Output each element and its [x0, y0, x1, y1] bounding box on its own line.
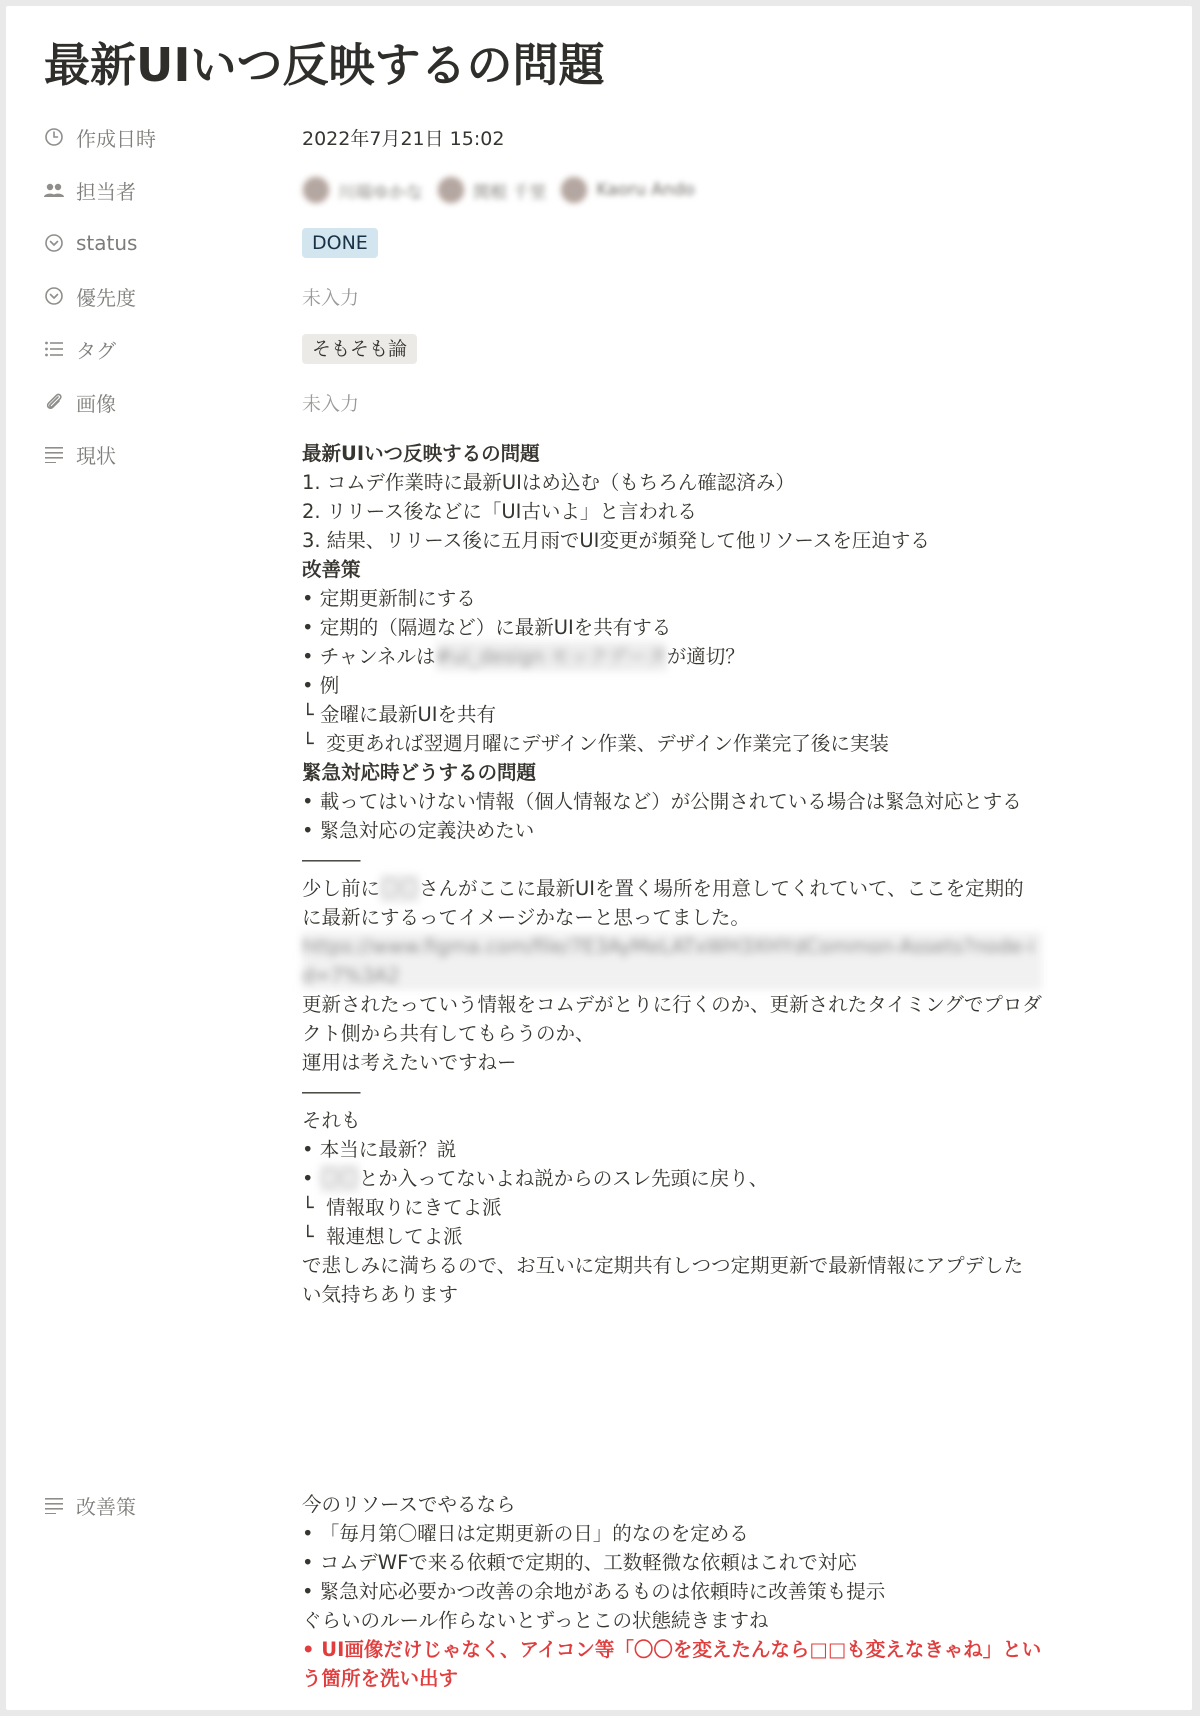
property-label-status[interactable]: [42, 226, 302, 260]
text-line: • コムデWFで来る依頼で定期的、工数軽微な依頼はこれで対応: [302, 1551, 857, 1574]
redacted-name: 〇〇: [380, 874, 419, 903]
text-line: • 本当に最新？説: [302, 1138, 457, 1161]
avatar: [437, 176, 465, 204]
text-paragraph: 更新されたっていう情報をコムデがとりに行くのか、更新されたタイミングでプロダクト側から共有してもらうのか、: [302, 993, 1042, 1045]
property-improvement: [42, 1488, 1182, 1693]
assignee-person[interactable]: 川端ゆかな: [302, 176, 423, 204]
redacted-channel: #ui_design モックデータ: [436, 642, 667, 671]
text-line: • 載ってはいけない情報（個人情報など）が公開されている場合は緊急対応とする: [302, 790, 1022, 813]
text-fragment: さんがここに最新UIを置く場所を用意してくれていて、ここを定期的に最新にするってイメージかなーと思ってました。: [302, 877, 1024, 929]
property-priority: [42, 279, 1182, 313]
property-label-status-text[interactable]: [42, 437, 302, 471]
text-line: • 例: [302, 674, 340, 697]
text-fragment: が適切？: [666, 645, 745, 668]
text-line: └ 情報取りにきてよ派: [302, 1196, 502, 1219]
property-image: [42, 385, 1182, 419]
property-label-assignee[interactable]: [42, 173, 302, 207]
text-line: ぐらいのルール作らないとずっとこの状態続きますね: [302, 1609, 769, 1632]
text-heading: 緊急対応時どうするの問題: [302, 761, 537, 784]
property-status-text: [42, 437, 1182, 1309]
property-label-image[interactable]: [42, 385, 302, 419]
text-line: • 「毎月第〇曜日は定期更新の日」的なのを定める: [302, 1522, 749, 1545]
text-line: それも: [302, 1109, 361, 1132]
list-icon: [42, 337, 66, 361]
property-label-improvement[interactable]: [42, 1488, 302, 1522]
property-label-text: 画像: [76, 391, 116, 416]
assignee-list[interactable]: [302, 173, 695, 207]
text-line: 運用は考えたいですねー: [302, 1051, 517, 1074]
text-divider: ―――: [302, 1080, 361, 1103]
text-line: • 定期的（隔週など）に最新UIを共有する: [302, 616, 672, 639]
clock-icon: [42, 125, 66, 149]
tags-value[interactable]: [302, 332, 417, 366]
text-icon: [42, 442, 66, 466]
assignee-person[interactable]: 関根 千里: [437, 176, 546, 204]
text-fragment: 少し前に: [302, 877, 381, 900]
property-status: [42, 226, 1182, 260]
created-value[interactable]: 2022年7月21日 15:02: [302, 127, 505, 150]
property-assignee: [42, 173, 1182, 207]
text-line: [302, 642, 1042, 671]
text-line: • 定期更新制にする: [302, 587, 476, 610]
text-paragraph: [302, 874, 1042, 932]
text-line: 今のリソースでやるなら: [302, 1493, 516, 1516]
redacted-link[interactable]: https://www.figma.com/file/7E3AyMeLATxWH3XHYdCommon-Assets?node-id=7%3A2: [302, 932, 1042, 990]
property-label-tags[interactable]: [42, 332, 302, 366]
tag-chip[interactable]: そもそも論: [302, 334, 417, 364]
property-label-text: 作成日時: [76, 126, 156, 151]
property-label-text: 現状: [76, 443, 116, 468]
status-value[interactable]: [302, 226, 378, 260]
select-icon: [42, 284, 66, 308]
paperclip-icon: [42, 390, 66, 414]
text-divider: ―――: [302, 848, 361, 871]
property-label-created[interactable]: [42, 120, 302, 154]
improvement-value[interactable]: [302, 1490, 1042, 1693]
text-line: 2. リリース後などに「UI古いよ」と言われる: [302, 500, 697, 523]
avatar: [302, 176, 330, 204]
property-label-priority[interactable]: [42, 279, 302, 313]
text-heading: 最新UIいつ反映するの問題: [302, 442, 540, 465]
text-paragraph: で悲しみに満ちるので、お互いに定期共有しつつ定期更新で最新情報にアプデしたい気持ちあります: [302, 1254, 1024, 1306]
priority-value[interactable]: 未入力: [302, 286, 360, 309]
people-icon: [42, 178, 66, 202]
text-line: • 緊急対応の定義決めたい: [302, 819, 535, 842]
assignee-person[interactable]: Kaoru Ando: [560, 176, 694, 204]
text-line: 1. コムデ作業時に最新UIはめ込む（もちろん確認済み）: [302, 471, 795, 494]
text-line: [302, 1164, 1042, 1193]
text-line: └ 報連想してよ派: [302, 1225, 463, 1248]
property-label-text: 担当者: [76, 179, 136, 204]
select-icon: [42, 231, 66, 255]
text-line: • 緊急対応必要かつ改善の余地があるものは依頼時に改善策も提示: [302, 1580, 886, 1603]
property-label-text: status: [76, 231, 138, 255]
avatar: [560, 176, 588, 204]
property-created: [42, 120, 1182, 154]
status-text-value[interactable]: [302, 439, 1042, 1309]
status-badge[interactable]: DONE: [302, 228, 378, 258]
text-line: └ 変更あれば翌週月曜にデザイン作業、デザイン作業完了後に実装: [302, 732, 889, 755]
property-label-text: 優先度: [76, 285, 136, 310]
property-tags: [42, 332, 1182, 366]
property-label-text: 改善策: [76, 1494, 136, 1519]
text-fragment: とか入ってないよね説からのスレ先頭に戻り、: [358, 1167, 769, 1190]
text-line: └ 金曜に最新UIを共有: [302, 703, 496, 726]
text-line: 3. 結果、リリース後に五月雨でUI変更が頻発して他リソースを圧迫する: [302, 529, 930, 552]
page: [6, 6, 1192, 1710]
property-label-text: タグ: [76, 338, 116, 363]
text-heading: 改善策: [302, 558, 361, 581]
image-value[interactable]: 未入力: [302, 392, 360, 415]
text-icon: [42, 1493, 66, 1517]
text-fragment: •: [302, 1167, 320, 1190]
page-title[interactable]: 最新UIいつ反映するの問題: [44, 38, 605, 92]
highlighted-text: • UI画像だけじゃなく、アイコン等「〇〇を変えたんなら□□も変えなきゃね」という箇所を洗い出す: [302, 1638, 1042, 1690]
redacted-name: 〇〇: [320, 1164, 359, 1193]
text-fragment: • チャンネルは: [302, 645, 436, 668]
